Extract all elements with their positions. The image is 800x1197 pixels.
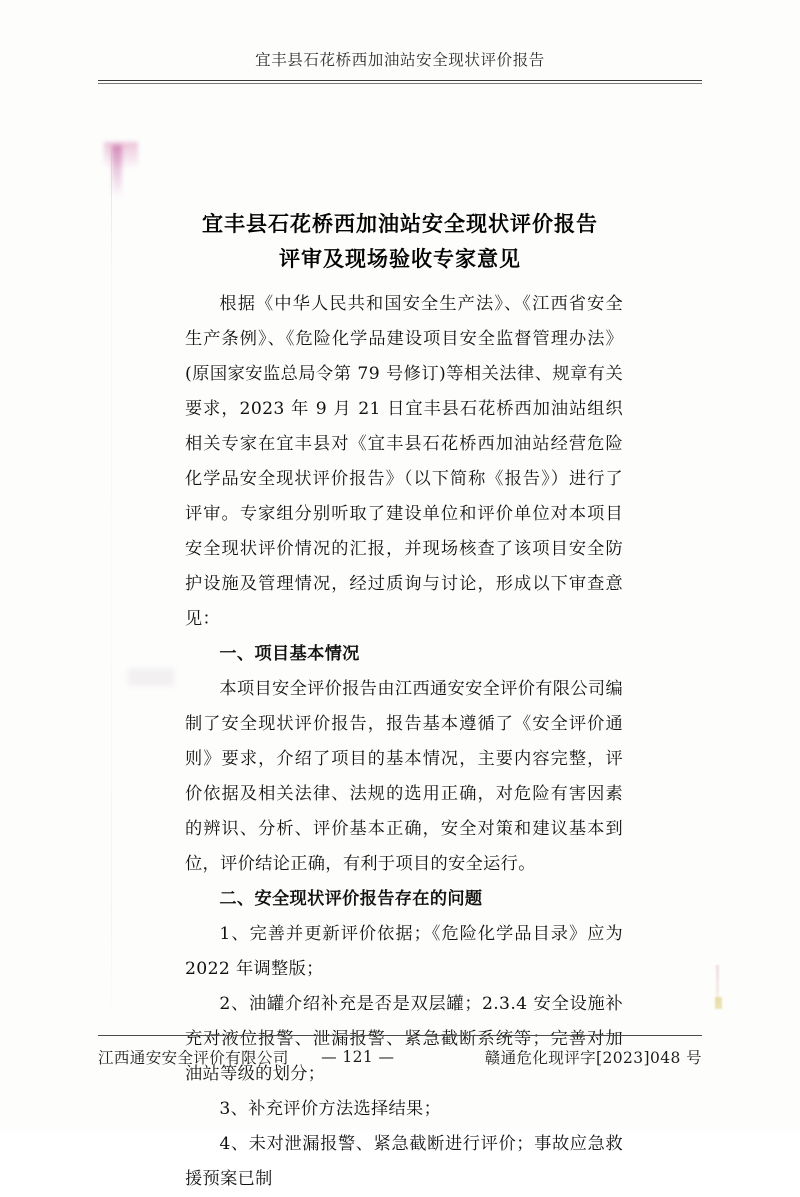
scan-artifact-right-blob-icon <box>715 997 722 1009</box>
section-1-paragraph: 本项目安全评价报告由江西通安安全评价有限公司编制了安全现状评价报告，报告基本遵循了《安全评价通则》要求，介绍了项目的基本情况，主要内容完整，评价依据及相关法律、法规的选用正确，对危险有害因素的辨识、分析、评价基本正确，安全对策和建议基本到位，评价结论正确，有利于项目的安全运行。 <box>185 679 623 874</box>
page-title-line-2: 评审及现场验收专家意见 <box>279 246 521 271</box>
intro-paragraph: 根据《中华人民共和国安全生产法》、《江西省安全生产条例》、《危险化学品建设项目安全监督管理办法》(原国家安监总局令第 79 号修订)等相关法律、规章有关要求，2023 年 9 月 21 日宜丰县石花桥西加油站组织相关专家在宜丰县对《宜丰县石花桥西加油站经营危险化学品安全现状评价报告》（以下简称《报告》）进行了评审。专家组分别听取了建设单位和评价单位对本项目安全现状评价情况的汇报，并现场核查了该项目安全防护设施及管理情况，经过质询与讨论，形成以下审查意见： <box>185 294 623 629</box>
list-item: 1、完善并更新评价依据；《危险化学品目录》应为 2022 年调整版； <box>185 924 623 979</box>
scan-artifact-pink-streak-icon <box>112 145 122 197</box>
scan-artifact-pink-icon <box>104 142 138 168</box>
page-title-line-1: 宜丰县石花桥西加油站安全现状评价报告 <box>202 211 598 236</box>
footer-page-number: — 121 — <box>321 1048 395 1066</box>
list-item: 4、未对泄漏报警、紧急截断进行评价；事故应急救援预案已制 <box>185 1134 623 1189</box>
section-heading-2: 二、安全现状评价报告存在的问题 <box>219 889 483 909</box>
footer-divider <box>98 1035 702 1036</box>
running-header <box>98 48 702 70</box>
footer-document-number: 赣通危化现评字[2023]048 号 <box>484 1049 702 1067</box>
footer-company: 江西通安安全评价有限公司 <box>98 1049 289 1067</box>
scan-artifact-smudge-icon <box>128 668 174 686</box>
scan-artifact-vertical-line-icon <box>111 150 112 1010</box>
running-header-title: 宜丰县石花桥西加油站安全现状评价报告 <box>255 51 545 69</box>
scan-artifact-right-streak-icon <box>716 965 719 1005</box>
section-heading-1: 一、项目基本情况 <box>219 644 360 664</box>
page-title <box>150 206 650 276</box>
list-item: 2、油罐介绍补充是否是双层罐；2.3.4 安全设施补充对液位报警、泄漏报警、紧急截断系统等；完善对加油站等级的划分； <box>185 994 623 1084</box>
header-divider <box>98 80 702 84</box>
page-footer <box>98 1042 702 1072</box>
list-item: 3、补充评价方法选择结果； <box>219 1099 442 1119</box>
